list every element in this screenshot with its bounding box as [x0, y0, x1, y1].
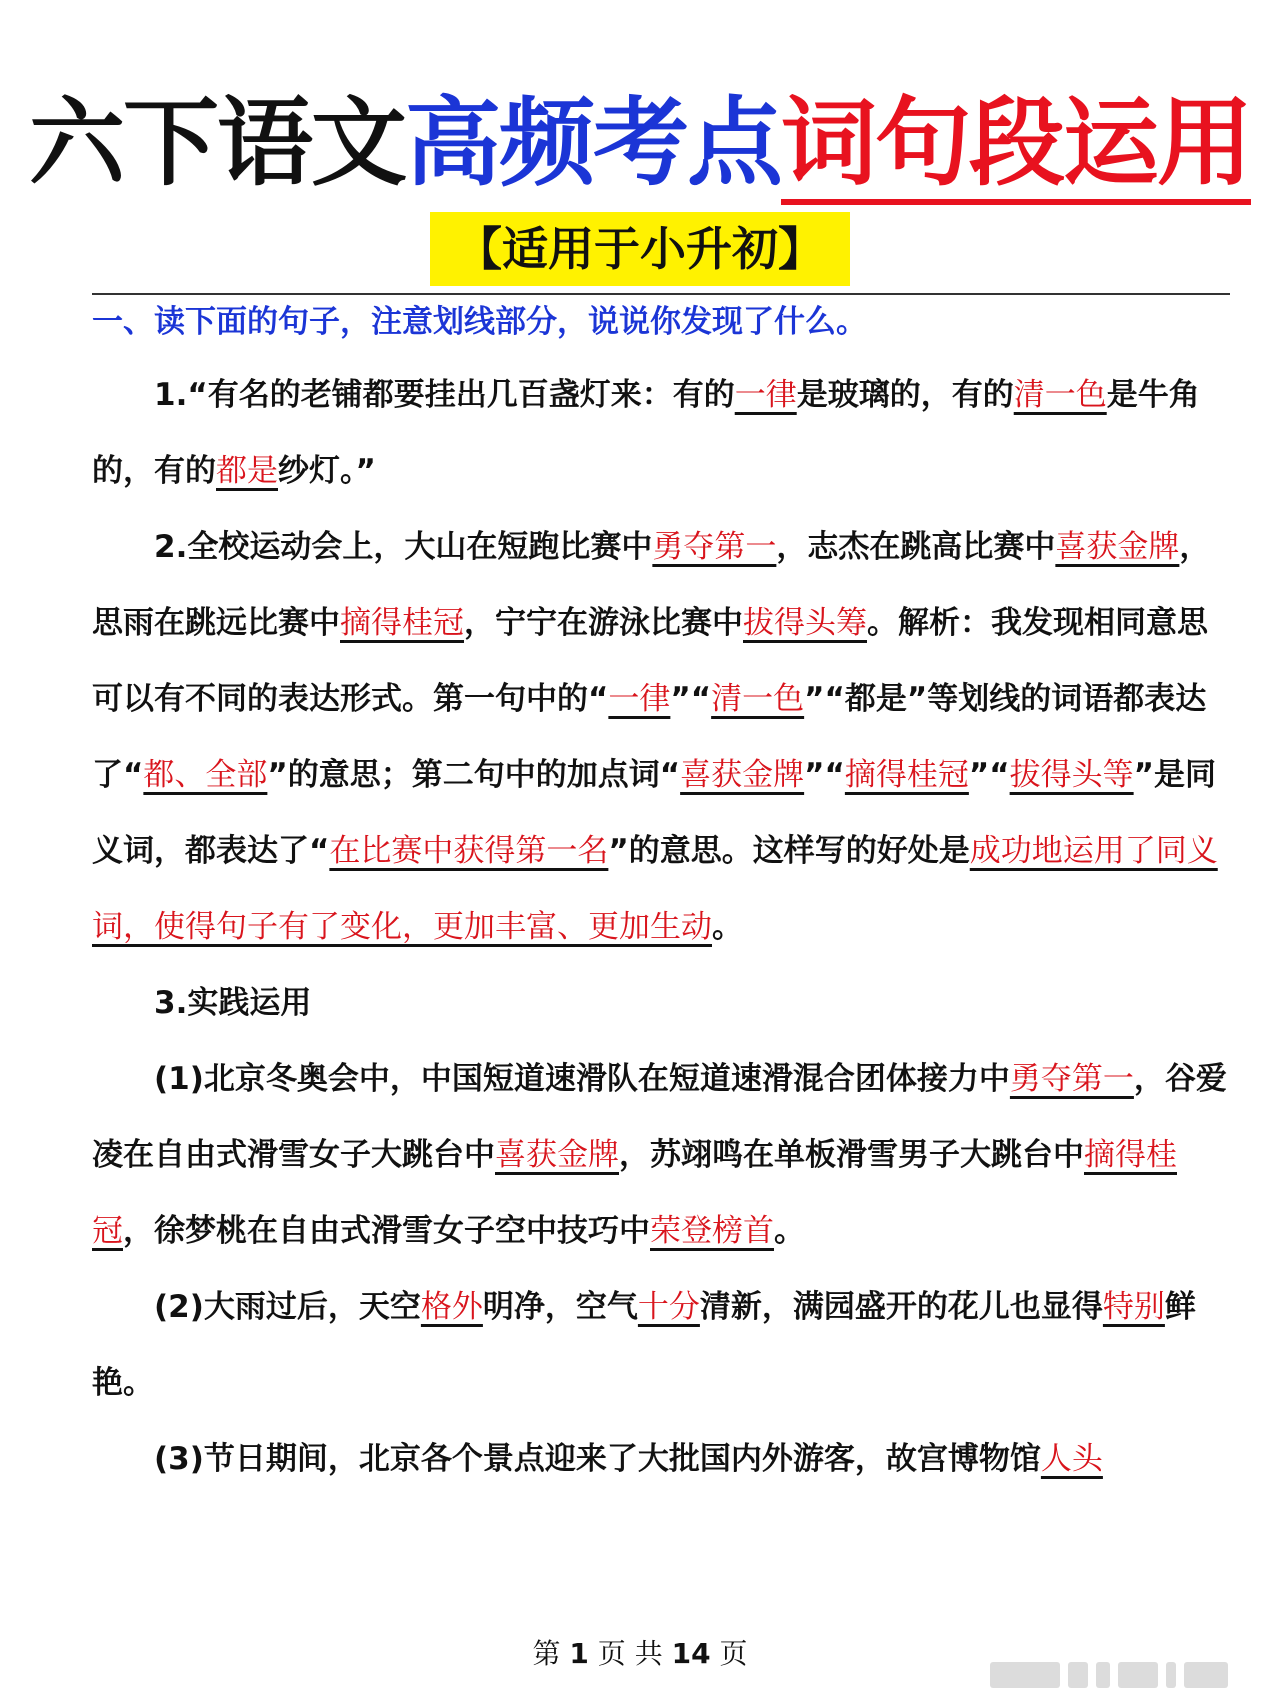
text-segment: (1)北京冬奥会中，中国短道速滑队在短道速滑混合团体接力中: [154, 1061, 1010, 1097]
footer-pre: 第: [532, 1637, 561, 1670]
paragraph-5: [92, 1269, 1232, 1421]
underlined-phrase: 清一色: [1013, 377, 1107, 413]
subtitle-badge: 【适用于小升初】: [430, 212, 850, 286]
footer-mid: 页 共: [597, 1637, 663, 1670]
watermark-icon: [990, 1662, 1230, 1690]
text-segment: 鲜艳。: [92, 1289, 1196, 1401]
text-segment: ，徐梦桃在自由式滑雪女子空中技巧中: [123, 1213, 650, 1249]
underlined-phrase: 拔得头筹: [743, 605, 867, 641]
text-segment: 清新，满园盛开的花儿也显得: [699, 1289, 1103, 1325]
underlined-phrase: 拔得头等: [1009, 757, 1134, 793]
paragraph-6: [92, 1421, 1232, 1497]
text-segment: 。解析：我发现相同意思可以有不同的表达形式。第一句中的“: [92, 605, 1208, 717]
text-segment: ，宁宁在游泳比赛中: [464, 605, 743, 641]
text-segment: ，思雨在跳远比赛中: [92, 529, 1211, 641]
text-segment: ，苏翊鸣在单板滑雪男子大跳台中: [619, 1137, 1084, 1173]
underlined-phrase: 摘得桂冠: [92, 1137, 1177, 1249]
text-segment: ”的意思。这样写的好处是: [608, 833, 970, 869]
underlined-phrase: 成功地运用了同义词，使得句子有了变化，更加丰富、更加生动: [92, 833, 1218, 945]
title-part-1: 六下语文: [29, 87, 405, 199]
text-segment: 是牛角的，有的: [92, 377, 1200, 489]
text-segment: ”“都是”等划线的词语都表达了“: [92, 681, 1207, 793]
underlined-phrase: 一律: [608, 681, 671, 717]
title-part-3: 词句段运用: [781, 87, 1251, 205]
text-segment: ，志杰在跳高比赛中: [776, 529, 1056, 565]
text-segment: 是玻璃的，有的: [796, 377, 1014, 413]
text-segment: 。: [774, 1213, 805, 1249]
text-segment: 2.全校运动会上，大山在短跑比赛中: [154, 529, 653, 565]
section-heading: 一、读下面的句子，注意划线部分，说说你发现了什么。: [92, 304, 867, 340]
text-segment: 。: [712, 909, 743, 945]
underlined-phrase: 格外: [420, 1289, 483, 1325]
divider: [92, 293, 1230, 295]
text-segment: ”“: [968, 757, 1010, 793]
text-segment: ”的意思；第二句中的加点词“: [267, 757, 681, 793]
total-pages: 14: [671, 1637, 711, 1670]
text-segment: (3)节日期间，北京各个景点迎来了大批国内外游客，故宫博物馆: [154, 1441, 1041, 1477]
title-part-2: 高频考点: [405, 87, 781, 199]
underlined-phrase: 人头: [1040, 1441, 1103, 1477]
underlined-phrase: 都是: [216, 453, 278, 489]
underlined-phrase: 荣登榜首: [650, 1213, 774, 1249]
page-number: 1: [569, 1637, 589, 1670]
text-segment: 纱灯。”: [278, 453, 376, 489]
text-segment: ”“: [670, 681, 712, 717]
page-title: [0, 88, 1280, 198]
underlined-phrase: 清一色: [711, 681, 805, 717]
underlined-phrase: 喜获金牌: [1055, 529, 1180, 565]
underlined-phrase: 喜获金牌: [495, 1137, 619, 1173]
underlined-phrase: 勇夺第一: [1009, 1061, 1134, 1097]
underlined-phrase: 勇夺第一: [652, 529, 777, 565]
content-body: [92, 357, 1232, 1497]
underlined-phrase: 摘得桂冠: [844, 757, 969, 793]
underlined-phrase: 一律: [734, 377, 797, 413]
paragraph-4: [92, 1041, 1232, 1269]
text-segment: (2)大雨过后，天空: [154, 1289, 421, 1325]
text-segment: ”“: [804, 757, 845, 793]
paragraph-1: [92, 357, 1232, 509]
text-segment: ”是同义词，都表达了“: [92, 757, 1216, 869]
paragraph-2: [92, 509, 1232, 965]
underlined-phrase: 十分: [637, 1289, 700, 1325]
underlined-phrase: 喜获金牌: [680, 757, 805, 793]
underlined-phrase: 在比赛中获得第一名: [329, 833, 609, 869]
underlined-phrase: 特别: [1102, 1289, 1165, 1325]
text-segment: 1.“有名的老铺都要挂出几百盏灯来：有的: [154, 377, 735, 413]
paragraph-3: 3.实践运用: [154, 985, 312, 1021]
footer-post: 页: [719, 1637, 748, 1670]
text-segment: ，谷爱凌在自由式滑雪女子大跳台中: [92, 1061, 1227, 1173]
underlined-phrase: 摘得桂冠: [340, 605, 464, 641]
underlined-phrase: 都、全部: [143, 757, 268, 793]
subtitle-container: [0, 212, 1280, 286]
text-segment: 明净，空气: [482, 1289, 638, 1325]
